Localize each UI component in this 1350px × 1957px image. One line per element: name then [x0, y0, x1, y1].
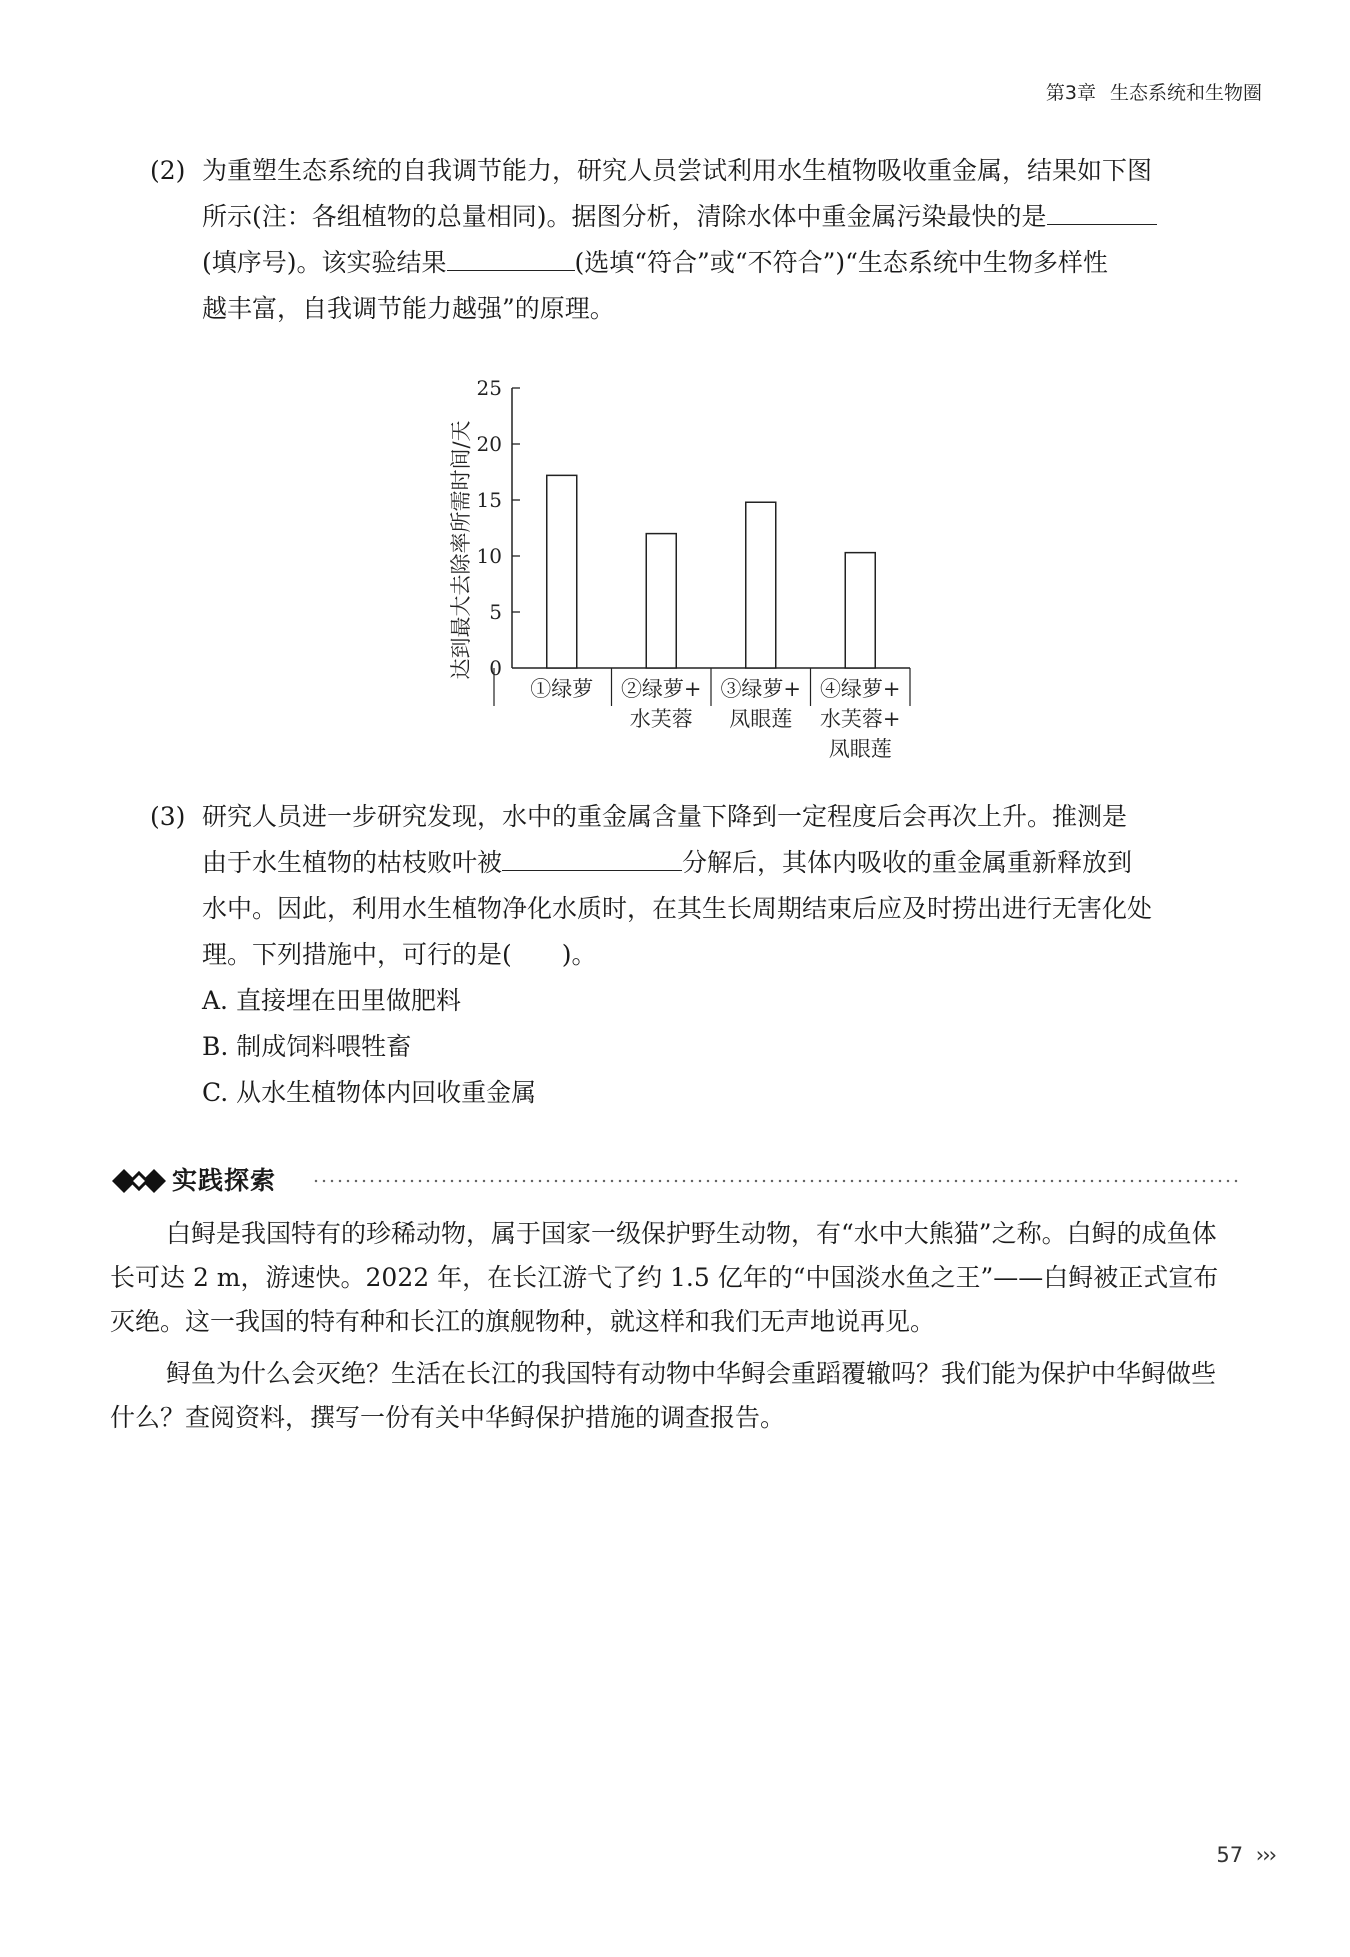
y-tick-label: 25 — [476, 376, 502, 400]
question-3-line-2a: 由于水生植物的枯枝败叶被 — [202, 848, 503, 877]
chapter-number: 第3章 — [1045, 82, 1096, 104]
bars — [547, 475, 876, 668]
option-a[interactable]: A. 直接埋在田里做肥料 — [202, 986, 461, 1015]
question-2 — [150, 148, 1240, 332]
practice-body — [110, 1212, 1240, 1440]
answer-blank-decomposer[interactable] — [502, 840, 682, 871]
option-c[interactable]: C. 从水生植物体内回收重金属 — [202, 1078, 537, 1107]
x-tick-labels — [530, 677, 900, 761]
option-b[interactable]: B. 制成饲料喂牲畜 — [202, 1032, 412, 1061]
question-2-line-4: 越丰富，自我调节能力越强”的原理。 — [202, 294, 615, 323]
y-tick-label: 15 — [476, 488, 502, 512]
dotted-divider — [312, 1179, 1240, 1183]
bar-chart-svg — [420, 370, 920, 770]
y-ticks — [477, 376, 520, 680]
question-3-line-3: 水中。因此，利用水生植物净化水质时，在其生长周期结束后应及时捞出进行无害化处 — [202, 894, 1153, 923]
practice-section-heading — [110, 1159, 1240, 1203]
y-axis-label: 达到最大去除率所需时间/天 — [449, 420, 473, 680]
bar-chart — [420, 370, 920, 774]
x-tick-label: 凤眼莲 — [828, 737, 892, 761]
question-2-line-3b: (选填“符合”或“不符合”)“生态系统中生物多样性 — [574, 248, 1108, 277]
running-header — [1046, 78, 1262, 105]
x-tick-label: ③绿萝+ — [720, 677, 802, 701]
y-tick-label: 20 — [476, 432, 502, 456]
x-tick-label: 水芙蓉+ — [819, 707, 901, 731]
answer-blank-conform[interactable] — [447, 240, 575, 271]
bar-2 — [646, 534, 676, 668]
practice-section-title: 实践探索 — [172, 1166, 277, 1195]
y-tick-label: 0 — [489, 656, 502, 680]
answer-blank-fastest[interactable] — [1047, 194, 1157, 225]
practice-paragraph-1: 白鲟是我国特有的珍稀动物，属于国家一级保护野生动物，有“水中大熊猫”之称。白鲟的成鱼体长可达 2 m，游速快。2022 年，在长江游弋了约 1.5 亿年的“中国淡水鱼之王”——白鲟被正式宣布灭绝。这一我国的特有种和长江的旗舰物种，就这样和我们无声地说再见。 — [110, 1219, 1219, 1336]
question-3 — [150, 794, 1240, 1116]
practice-paragraph-2: 鲟鱼为什么会灭绝？生活在长江的我国特有动物中华鲟会重蹈覆辙吗？我们能为保护中华鲟做些什么？查阅资料，撰写一份有关中华鲟保护措施的调查报告。 — [110, 1359, 1217, 1432]
x-tick-label: 凤眼莲 — [729, 707, 793, 731]
question-2-line-1: 为重塑生态系统的自我调节能力，研究人员尝试利用水生植物吸收重金属，结果如下图 — [202, 156, 1153, 185]
chapter-title: 生态系统和生物圈 — [1109, 82, 1262, 104]
question-3-line-4: 理。下列措施中，可行的是( )。 — [202, 940, 597, 969]
y-tick-label: 10 — [476, 544, 502, 568]
question-3-line-1: 研究人员进一步研究发现，水中的重金属含量下降到一定程度后会再次上升。推测是 — [202, 802, 1128, 831]
page-number-value: 57 — [1216, 1843, 1244, 1867]
question-2-number: (2) — [150, 156, 186, 185]
question-2-line-2: 所示(注：各组植物的总量相同)。据图分析，清除水体中重金属污染最快的是 — [202, 202, 1047, 231]
x-tick-label: 水芙蓉 — [629, 707, 693, 731]
bar-4 — [845, 553, 875, 668]
question-2-line-3a: (填序号)。该实验结果 — [202, 248, 447, 277]
x-tick-label: ①绿萝 — [530, 677, 594, 701]
x-tick-label: ④绿萝+ — [819, 677, 901, 701]
bar-3 — [746, 502, 776, 668]
chain-link-icon — [110, 1159, 168, 1203]
question-3-number: (3) — [150, 802, 186, 831]
y-tick-label: 5 — [489, 600, 502, 624]
question-3-line-2b: 分解后，其体内吸收的重金属重新释放到 — [682, 848, 1133, 877]
bar-1 — [547, 475, 577, 668]
page-number — [1216, 1843, 1275, 1867]
x-tick-label: ②绿萝+ — [620, 677, 702, 701]
page-arrows: ››› — [1255, 1843, 1275, 1867]
